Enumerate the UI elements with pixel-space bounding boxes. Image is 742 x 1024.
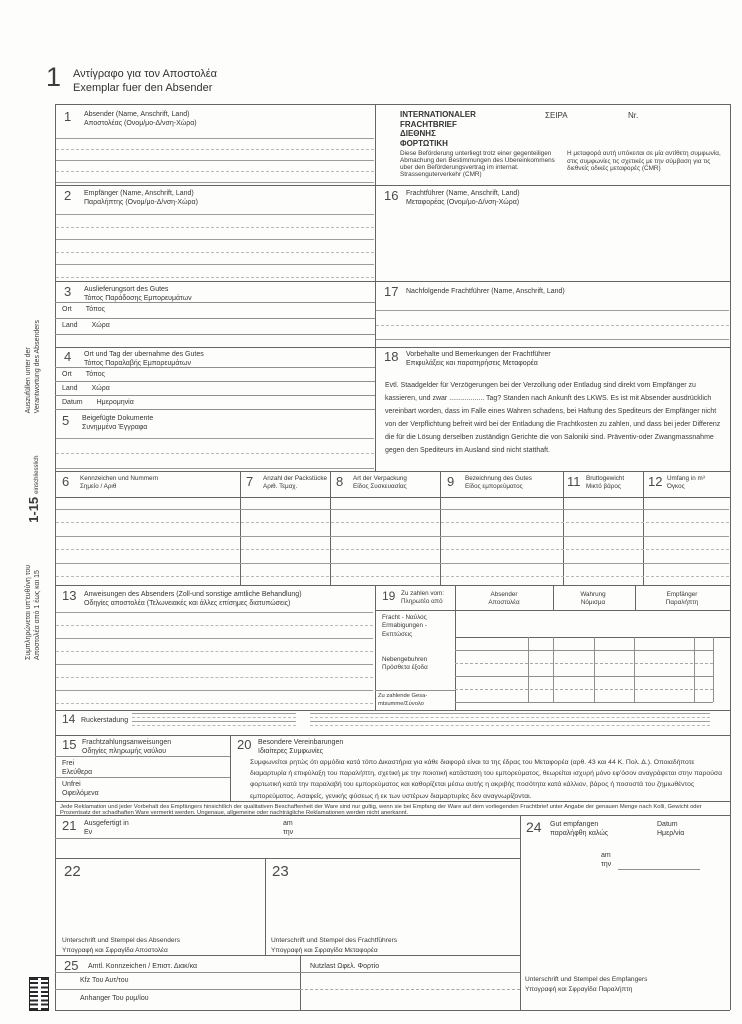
b15-frei-label: Frei Ελεύθερα — [62, 760, 93, 777]
goods-write-rows — [56, 509, 729, 577]
seira-label: ΣΕΙΡΑ — [545, 111, 568, 120]
cmr-note-de: Diese Beförderung unterliegt trotz einer gegenteiligen Abmachung den Bestimmungen des Ubereinkommens uber den Beförderungsvertrag im internat. Strassenguterverkehr (CMR) — [400, 150, 555, 178]
border-r5 — [55, 585, 730, 586]
fee-row1 — [455, 650, 713, 651]
b22-b23-divider — [265, 858, 266, 955]
margin-note-german: Auszufüllen unter der Verantwortung des Absenders — [24, 320, 41, 414]
b19-fracht-border — [455, 637, 730, 638]
box4-datum-label: Datum Ημερομηνία — [62, 399, 134, 406]
box6-number: 6 — [62, 474, 70, 489]
goods-header-border — [55, 497, 730, 498]
box3-line1 — [55, 302, 375, 303]
cmr-note-el: Η μεταφορά αυτή υπόκειται σε μία αντίθετη συμφωνία, στις συμφωνίες τις σχετικές με την σύμβαση για τις διεθνείς οδικές μεταφορές (CMR) — [567, 150, 721, 173]
box21-label: Ausgefertigt in Εν — [84, 820, 129, 837]
border-r3 — [55, 347, 730, 348]
box14-lines-a — [132, 713, 296, 726]
b19-col-empfaenger: Empfänger Παραλήπτη — [665, 591, 699, 607]
box3-number: 3 — [64, 284, 72, 299]
border-r4 — [55, 471, 730, 472]
form-right-border — [730, 104, 731, 1010]
box11-label: Bruttogewicht Μικτό βάρος — [586, 475, 625, 491]
b25-line1 — [55, 972, 520, 973]
b19-col-waehrung: Wahrung Νόμισμα — [580, 591, 606, 607]
box17-write-area — [376, 310, 729, 340]
box11-number: 11 — [567, 474, 581, 489]
b19-head-div1 — [553, 585, 554, 610]
box1-label: Absender (Name, Anschrift, Land) Αποστολέας (Ονομ/μο-Δ/νση-Χώρα) — [84, 111, 197, 128]
box3-label: Auslieferungsort des Gutes Τόπος Παράδοσης Εμπορευμάτων — [84, 286, 192, 303]
box4-line0 — [55, 367, 375, 368]
box24-am-label: am την — [601, 852, 612, 869]
box24-datum-label: Datum Ημερ/νία — [657, 821, 685, 838]
box12-label: Umfang in m³ Όγκος — [667, 475, 705, 491]
box14-number: 14 — [62, 712, 76, 726]
box4-line1 — [55, 381, 375, 382]
box9-number: 9 — [447, 474, 455, 489]
box20-number: 20 — [237, 737, 252, 752]
box6-label: Kennzeichen und Nummern Σημείο / Αριθ — [80, 475, 159, 491]
copy-number: 1 — [46, 62, 62, 92]
box20-label: Besondere Vereinbarungen Ιδιαίτερες Συμφωνίες — [258, 739, 344, 756]
box21-am-label: am την — [283, 820, 294, 837]
b15-line1 — [55, 756, 230, 757]
box22-number: 22 — [64, 863, 81, 880]
b19-col-absender: Absender Αποστολέα — [488, 591, 520, 607]
b19-row-neben: Nebengebuhren Πρόσθετα έξοδα — [382, 656, 428, 672]
box18-label: Vorbehalte und Bemerkungen der Frachtführer Επιφυλάξεις και παρατηρήσεις Μεταφορέα — [406, 351, 551, 368]
box18-note: Evtl. Staadgelder für Verzögerungen bei der Verzollung oder Entladug sind direkt vom Empfänger zu kassieren, und zwar .................. Tag? Standen nach Ankunft des LKWS. Es ist mit Absender ausdrücklich vereinbart worden, dass im Falle eines Wahren schadens, bei Haftung des Spediteurs der Empfänger nicht von der Verpflichtung befreit wird bei der Entladung die Frachtkosten zu zahlen, und dass bei jeder Differenz die für die Lösung derselben zuständign Gerichte die von Saloniki sind. Präventiv-oder Zwangmassnahme gegen den Spediteurs im Ausland sind nicht statthaft. — [385, 382, 721, 454]
border-r2 — [55, 281, 730, 282]
fee-row4 — [455, 689, 713, 690]
reclamation-footnote: Jede Reklamation und jeder Vorbehalt des Empfängers hinsichtlich der qualitativen Beschaffenheit der Ware sind nur gultig, wenn sie bei Empfang der Ware auf dem vorliegenden Frachtbrief unter Angabe der genauen Menge nach Kolli, Gewicht oder Prozentsatz der schadhaften Ware vermerkt werden. Ungenaue, allgemeine oder nachträgliche Reklamationen werden nicht anerkannt. — [60, 803, 702, 816]
col-divider-upper — [375, 104, 376, 471]
box16-label: Frachtführer (Name, Anschrift, Land) Μεταφορέας (Ονομ/μο-Δ/νση-Χώρα) — [406, 190, 520, 207]
b15-line2 — [55, 777, 230, 778]
box17-label: Nachfolgende Frachtführer (Name, Anschrift, Land) — [406, 288, 565, 295]
box3-land-label: Land Χώρα — [62, 322, 110, 329]
box8-number: 8 — [336, 474, 344, 489]
box13-write-area — [56, 612, 373, 704]
fee-v3 — [594, 637, 595, 702]
b19-head-border — [375, 610, 730, 611]
border-r6 — [55, 710, 730, 711]
box7-label: Anzahl der Packstücke Αριθ. Τεμαχ. — [263, 475, 328, 491]
b15-unfrei-label: Unfrei Οφειλόμενα — [62, 781, 99, 798]
box1-number: 1 — [64, 109, 72, 124]
fee-row5 — [455, 702, 713, 703]
box24-label: Gut empfangen παραλήφθη καλώς — [550, 821, 609, 838]
b24-divider — [520, 815, 521, 1010]
b19-label-divider — [455, 585, 456, 710]
box3-line3 — [55, 334, 375, 335]
box7-number: 7 — [246, 474, 254, 489]
box2-write-area — [56, 214, 374, 278]
box2-number: 2 — [64, 188, 72, 203]
border-r7 — [55, 735, 730, 736]
b25-divider — [300, 955, 301, 1010]
box20-note: Συμφωνείται ρητώς ότι αρμόδια κατά τόπο Δικαστήρια για κάθε διαφορά είναι τα της έδρας του Μεταφορέα (αρθ. 43 και 44 Κ. Πολ. Δ.). Οποιαδήποτε διαμαρτυρία ή επιφύλαξη του παραλήπτη, σχετική με την ποιοτική κατάσταση του εμπορεύματος, θεωρείται ισχυρή μόνο εφ'όσον αναγράφεται στην παρούσα φορτωτική κατά την παραλαβή του εμπορεύματος και καθορίζεται μέσω αυτής η ακριβής ποσότητα κατά κάλλιον, βάρος ή ποσοστά του ζημιωθέντος εμπορεύματος. Ασαφείς, γενικής φύσεως ή εκ των υστέρων διαμαρτυρίες δεν αναγνωρίζονται. — [250, 759, 723, 800]
box15-number: 15 — [62, 737, 77, 752]
box4-label: Ort und Tag der ubernahme des Gutes Τόπος Παραλαβής Εμπορευμάτων — [84, 351, 204, 368]
box1-write-area — [56, 138, 374, 183]
box22-signature-label: Unterschrift und Stempel des Absenders Υπογραφή και Σφραγίδα Αποστολέα — [62, 937, 181, 954]
cmr-title-el: ΔΙΕΘΝΗΣ ΦΟΡΤΩΤΙΚΗ — [400, 129, 448, 148]
box25-label: Amtl. Konnzeichen / Επιστ. Διακ/κα — [88, 963, 198, 970]
copy-title-de: Exemplar fuer den Absender — [73, 81, 213, 94]
box3-line2 — [55, 318, 375, 319]
b19-row-fracht: Fracht - Ναύλος Ermabigungen - Εκπτώσεις — [382, 614, 427, 638]
box19-number: 19 — [382, 589, 396, 603]
fee-row2 — [455, 663, 713, 664]
box16-number: 16 — [384, 188, 399, 203]
border-bottom — [55, 1010, 730, 1011]
margin-note — [8, 320, 58, 660]
b19-head-div2 — [635, 585, 636, 610]
b15-divider — [230, 735, 231, 801]
margin-note-greek: Συμπληρώνεται υπ'ευθύνη του Αποστολέα από 1 έως και 15 — [24, 564, 41, 660]
box24-signature-label: Unterschrift und Stempel des Empfangers Υπογραφή και Σφραγίδα Παραλήπτη — [525, 976, 648, 993]
box23-signature-label: Unterschrift und Stempel des Frachtführers Υπογραφή και Σφραγίδα Μεταφορέα — [271, 937, 398, 954]
box24-am-line — [618, 869, 700, 870]
fee-v4 — [634, 637, 635, 702]
fee-v1 — [528, 637, 529, 702]
copy-title — [73, 68, 217, 96]
box21-number: 21 — [62, 818, 77, 833]
box23-number: 23 — [272, 863, 289, 880]
box4-land-label: Land Χώρα — [62, 385, 110, 392]
box18-number: 18 — [384, 349, 399, 364]
box25-kfz-label: Kfz Του Αυτ/του — [80, 977, 129, 984]
box5-write-area — [56, 438, 374, 469]
box25-nutzlast-label: Nutzlast Ωφελ. Φορτίο — [310, 963, 380, 970]
box13-label: Anweisungen des Absenders (Zoll-und sonstige amtliche Behandlung) Οδηγίες αποστολέα (Τελωνειακές και άλλες επίσημες διατυπώσεις) — [84, 591, 302, 608]
b19-row-total: Zu zahlende Gesa- mtsumme/Σύνολο — [378, 693, 428, 707]
box12-number: 12 — [648, 474, 663, 489]
box5-number: 5 — [62, 413, 70, 428]
box4-ort-label: Ort Τόπος — [62, 371, 106, 378]
printer-mark-logo — [29, 977, 49, 1011]
box2-label: Empfänger (Name, Anschrift, Land) Παραλήπτης (Ονομ/μο-Δ/νση-Χώρα) — [84, 190, 198, 207]
box8-label: Art der Verpackung Είδος Συσκευασίας — [353, 475, 407, 491]
border-r11 — [55, 955, 520, 956]
b19-label-sep — [375, 690, 455, 691]
fee-row3 — [455, 676, 713, 677]
fee-v2 — [553, 637, 554, 702]
b25-line2 — [55, 989, 300, 990]
box5-label: Beigefügte Dokumente Συνημμένα Έγγραφα — [82, 415, 154, 432]
col-divider-b13 — [375, 585, 376, 710]
box3-ort-label: Ort Τόπος — [62, 306, 106, 313]
box24-number: 24 — [526, 819, 542, 835]
box15-label: Frachtzahlungsanweisungen Οδηγίες πληρωμής ναύλου — [82, 739, 172, 756]
box19-label: Zu zahlen vom: Πληρωτέο από — [401, 590, 445, 606]
box4-line2 — [55, 395, 375, 396]
border-top — [55, 104, 730, 105]
box14-label: Ruckerstadung — [81, 717, 129, 724]
fee-v6 — [713, 637, 714, 702]
box25-number: 25 — [64, 958, 79, 973]
fee-v5 — [694, 637, 695, 702]
copy-title-el: Αντίγραφο για τον Αποστολέα — [73, 68, 218, 80]
box25-anhaenger-label: Anhanger Του ρυμ/ίου — [80, 995, 149, 1002]
box17-number: 17 — [384, 284, 399, 299]
border-r1 — [55, 185, 730, 186]
box4-number: 4 — [64, 349, 72, 364]
box9-label: Bezeichnung des Gutes Είδος εμπορεύματος — [465, 475, 532, 491]
box14-lines-b — [310, 713, 710, 726]
box4-line3 — [55, 409, 375, 410]
border-r10 — [55, 858, 520, 859]
b21-underline — [55, 838, 520, 839]
box13-number: 13 — [62, 588, 77, 603]
b25-line2-dash — [300, 989, 520, 990]
margin-range: 1-15einschliesslich — [25, 455, 41, 523]
nr-label: Nr. — [628, 111, 639, 120]
cmr-title-de: INTERNATIONALER FRACHTBRIEF — [400, 110, 476, 129]
